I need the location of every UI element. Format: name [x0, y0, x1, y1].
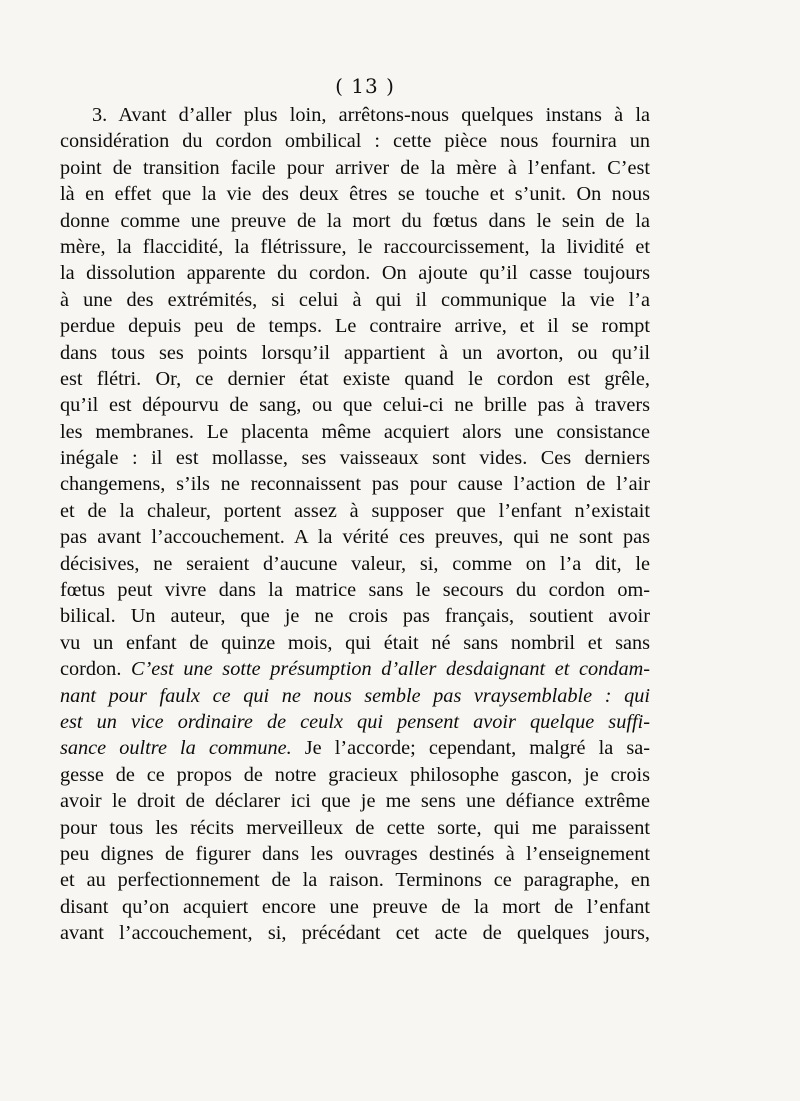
text-segment: et au perfectionnement de la raison. Terminons ce paragraphe, en: [60, 869, 650, 892]
text-line: [60, 366, 650, 392]
text-line: [60, 445, 650, 471]
text-line: [60, 577, 650, 603]
text-segment: point de transition facile pour arriver de la mère à l’enfant. C’est: [60, 156, 650, 179]
italic-quote-segment: sance oultre la commune.: [60, 737, 292, 760]
text-segment: vu un enfant de quinze mois, qui était né sans nombril et sans: [60, 631, 650, 654]
text-line: [60, 287, 650, 313]
text-segment: pour tous les récits merveilleux de cette sorte, qui me paraissent: [60, 816, 650, 839]
text-line: [60, 867, 650, 893]
text-line: [60, 313, 650, 339]
text-segment: est flétri. Or, ce dernier état existe quand le cordon est grêle,: [60, 367, 650, 390]
text-segment: Je l’accorde; cependant, malgré la sa-: [291, 737, 650, 760]
text-segment: avant l’accouchement, si, précédant cet acte de quelques jours,: [60, 922, 650, 945]
text-segment: mère, la flaccidité, la flétrissure, le raccourcissement, la lividité et: [60, 235, 650, 258]
text-line: [60, 524, 650, 550]
text-line: [60, 419, 650, 445]
text-segment: changemens, s’ils ne reconnaissent pas pour cause l’action de l’air: [60, 473, 650, 496]
text-line: [60, 498, 650, 524]
text-line: [60, 102, 650, 128]
text-line: [60, 603, 650, 629]
text-line: [60, 762, 650, 788]
text-line: [60, 260, 650, 286]
text-line: [60, 340, 650, 366]
text-line: [60, 155, 650, 181]
text-line: [60, 815, 650, 841]
text-segment: peu dignes de figurer dans les ouvrages destinés à l’enseignement: [60, 842, 650, 865]
text-line: [60, 683, 650, 709]
text-line: [60, 208, 650, 234]
text-segment: pas avant l’accouchement. A la vérité ces preuves, qui ne sont pas: [60, 526, 650, 549]
italic-quote-segment: nant pour faulx ce qui ne nous semble pas vraysemblable : qui: [60, 684, 650, 707]
text-line: [60, 630, 650, 656]
text-segment: donne comme une preuve de la mort du fœtus dans le sein de la: [60, 209, 650, 232]
text-line: [60, 471, 650, 497]
italic-quote-segment: est un vice ordinaire de ceulx qui pensent avoir quelque suffi-: [60, 710, 650, 733]
text-segment: bilical. Un auteur, que je ne crois pas français, soutient avoir: [60, 605, 650, 628]
text-line: [60, 841, 650, 867]
text-segment: et de la chaleur, portent assez à supposer que l’enfant n’existait: [60, 499, 650, 522]
text-segment: inégale : il est mollasse, ses vaisseaux sont vides. Ces derniers: [60, 447, 650, 470]
text-segment: perdue depuis peu de temps. Le contraire arrive, et il se rompt: [60, 315, 650, 338]
text-segment: à une des extrémités, si celui à qui il communique la vie l’a: [60, 288, 650, 311]
italic-quote-segment: C’est une sotte présumption d’aller desdaignant et condam-: [131, 658, 650, 681]
text-segment: disant qu’on acquiert encore une preuve de la mort de l’enfant: [60, 895, 650, 918]
text-segment: considération du cordon ombilical : cette pièce nous fournira un: [60, 130, 650, 153]
page-number: ( 13 ): [335, 74, 395, 98]
text-segment: fœtus peut vivre dans la matrice sans le secours du cordon om-: [60, 579, 650, 602]
text-line: [60, 894, 650, 920]
paragraph-3: [60, 102, 650, 947]
text-segment: dans tous ses points lorsqu’il appartient à un avorton, ou qu’il: [60, 341, 650, 364]
text-line: [60, 788, 650, 814]
text-line: [60, 735, 650, 761]
text-line: [60, 392, 650, 418]
text-segment: la dissolution apparente du cordon. On ajoute qu’il casse toujours: [60, 262, 650, 285]
text-segment: là en effet que la vie des deux êtres se touche et s’unit. On nous: [60, 183, 650, 206]
text-segment: 3. Avant d’aller plus loin, arrêtons-nous quelques instans à la: [92, 104, 650, 126]
text-segment: avoir le droit de déclarer ici que je me sens une défiance extrême: [60, 790, 650, 813]
text-line: [60, 234, 650, 260]
text-segment: gesse de ce propos de notre gracieux philosophe gascon, je crois: [60, 763, 650, 786]
text-line: [60, 181, 650, 207]
text-segment: décisives, ne seraient d’aucune valeur, si, comme on l’a dit, le: [60, 552, 650, 575]
text-segment: les membranes. Le placenta même acquiert alors une consistance: [60, 420, 650, 443]
text-line: [60, 656, 650, 682]
text-line: [60, 920, 650, 946]
text-segment: qu’il est dépourvu de sang, ou que celui-ci ne brille pas à travers: [60, 394, 650, 417]
text-line: [60, 709, 650, 735]
text-line: [60, 128, 650, 154]
text-line: [60, 551, 650, 577]
text-segment: cordon.: [60, 658, 131, 681]
